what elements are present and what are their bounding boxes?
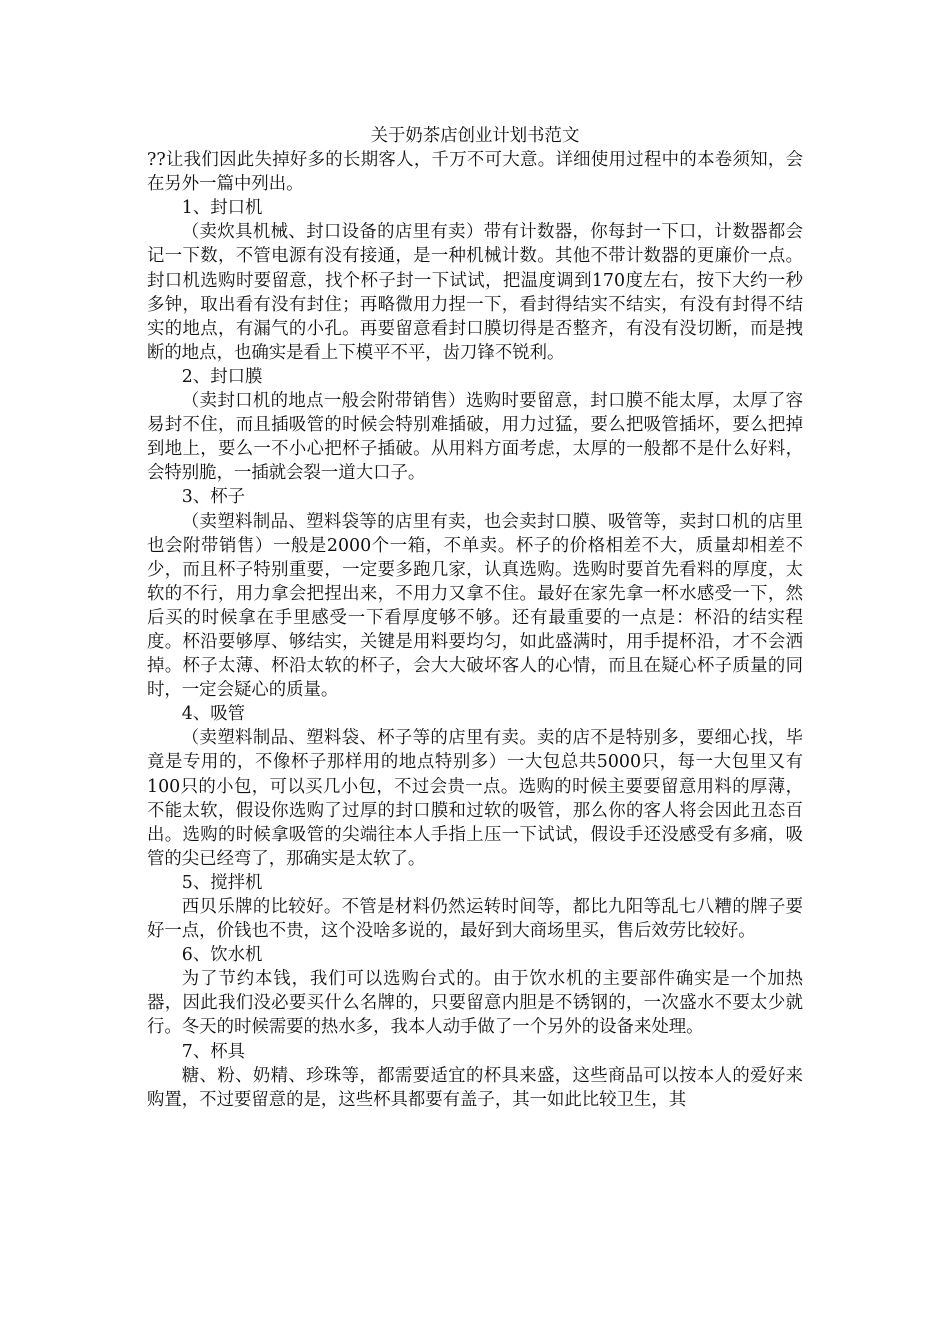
section-body-cups: （卖塑料制品、塑料袋等的店里有卖，也会卖封口膜、吸管等，卖封口机的店里也会附带销售）一般是2000个一箱，不单卖。杯子的价格相差不大，质量却相差不少，而且杯子特别重要，一定要多跑几家，认真选购。选购时要首先看料的厚度，太软的不行，用力拿会把捏出来，不用力又拿不住。最好在家先拿一杯水感受一下，然后买的时候拿在手里感受一下看厚度够不够。还有最重要的一点是：杯沿的结实程度。杯沿要够厚、够结实，关键是用料要均匀，如此盛满时，用手提杯沿，才不会洒掉。杯子太薄、杯沿太软的杯子，会大大破坏客人的心情，而且在疑心杯子质量的同时，一定会疑心的质量。 — [147, 511, 803, 701]
section-heading-straws: 4、吸管 — [181, 704, 246, 725]
section-heading-blender: 5、搅拌机 — [181, 872, 263, 893]
document-page — [147, 124, 803, 1112]
section-heading-sealing-film: 2、封口膜 — [181, 366, 263, 387]
section-heading-cups: 3、杯子 — [181, 487, 246, 508]
section-heading-sealer: 1、封口机 — [181, 198, 263, 219]
intro-paragraph: ??让我们因此失掉好多的长期客人，千万不可大意。详细使用过程中的本卷须知，会在另外一篇中列出。 — [147, 150, 803, 195]
section-body-water-dispenser: 为了节约本钱，我们可以选购台式的。由于饮水机的主要部件确实是一个加热器，因此我们没必要买什么名牌的，只要留意内胆是不锈钢的，一次盛水不要太少就行。冬天的时候需要的热水多，我本人动手做了一个另外的设备来处理。 — [147, 969, 803, 1038]
section-heading-water-dispenser: 6、饮水机 — [181, 945, 263, 966]
document-title: 关于奶茶店创业计划书范文 — [370, 126, 580, 146]
section-body-sealer: （卖炊具机械、封口设备的店里有卖）带有计数器，你每封一下口，计数器都会记一下数，不管电源有没有接通，是一种机械计数。其他不带计数器的更廉价一点。封口机选购时要留意，找个杯子封一下试试，把温度调到170度左右，按下大约一秒多钟，取出看有没有封住；再略微用力捏一下，看封得结实不结实，有没有封得不结实的地点，有漏气的小孔。再要留意看封口膜切得是否整齐，有没有没切断，而是拽断的地点，也确实是看上下模平不平，齿刀锋不锐利。 — [147, 222, 803, 363]
section-body-straws: （卖塑料制品、塑料袋、杯子等的店里有卖。卖的店不是特别多，要细心找，毕竟是专用的，不像杯子那样用的地点特别多）一大包总共5000只，每一大包里又有100只的小包，可以买几小包，不过会贵一点。选购的时候主要要留意用料的厚薄，不能太软，假设你选购了过厚的封口膜和过软的吸管，那么你的客人将会因此丑态百出。选购的时候拿吸管的尖端往本人手指上压一下试试，假设手还没感受有多痛，吸管的尖已经弯了，那确实是太软了。 — [147, 728, 803, 869]
section-heading-containers: 7、杯具 — [181, 1041, 246, 1062]
section-body-containers: 糖、粉、奶精、珍珠等，都需要适宜的杯具来盛，这些商品可以按本人的爱好来购置，不过要留意的是，这些杯具都要有盖子，其一如此比较卫生，其 — [147, 1065, 803, 1110]
section-body-blender: 西贝乐牌的比较好。不管是材料仍然运转时间等，都比九阳等乱七八糟的牌子要好一点，价钱也不贵，这个没啥多说的，最好到大商场里买，售后效劳比较好。 — [147, 897, 803, 942]
section-body-sealing-film: （卖封口机的地点一般会附带销售）选购时要留意，封口膜不能太厚，太厚了容易封不住，而且插吸管的时候会特别难插破，用力过猛，要么把吸管插坏，要么把掉到地上，要么一不小心把杯子插破。从用料方面考虑，太厚的一般都不是什么好料，会特别脆，一插就会裂一道大口子。 — [147, 391, 803, 484]
